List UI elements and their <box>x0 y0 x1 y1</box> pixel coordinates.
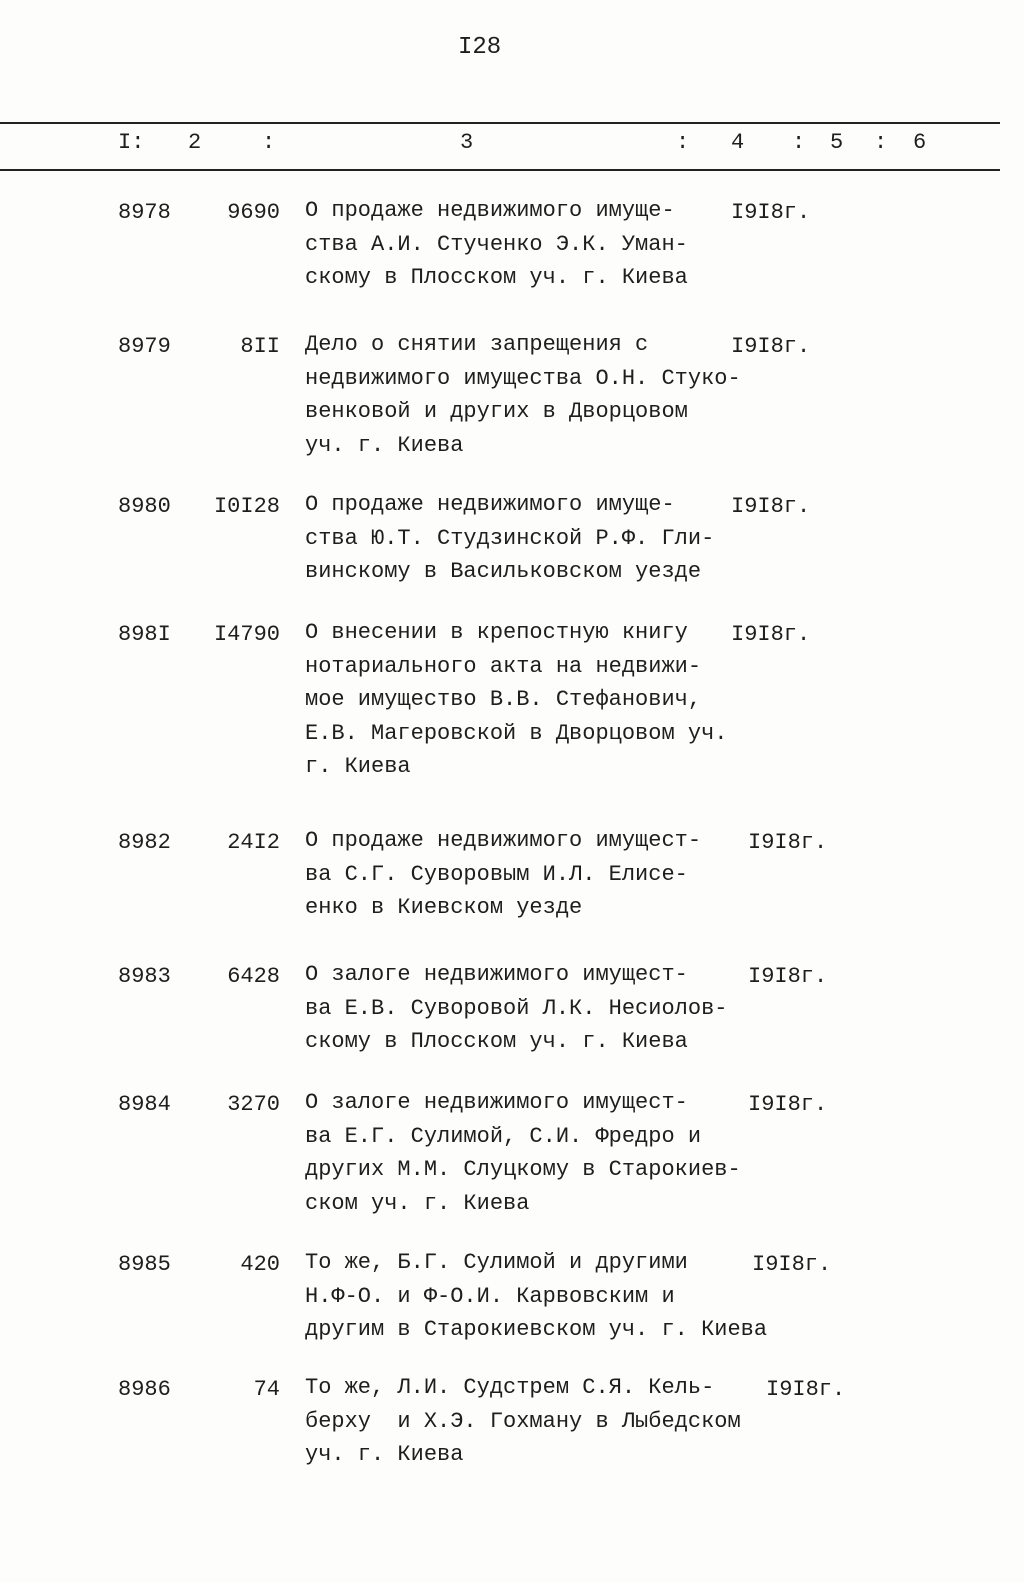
description-line: нотариального акта на недвижи- <box>305 653 702 679</box>
column-separator: : <box>262 130 276 155</box>
column-separator: : <box>676 130 690 155</box>
entry-description <box>305 494 714 595</box>
description-line: О залоге недвижимого имущест- <box>305 1090 688 1115</box>
file-number: 6428 <box>227 964 280 989</box>
entry-description <box>305 1092 741 1226</box>
file-number: 420 <box>240 1252 280 1277</box>
header-bottom-rule <box>0 169 1000 171</box>
entry-description <box>305 964 727 1065</box>
description-line: уч. г. Киева <box>305 432 464 458</box>
description-line: г. Киева <box>305 754 411 779</box>
column-header-5: 5 <box>830 130 844 155</box>
column-separator: : <box>792 130 806 155</box>
file-number: I0I28 <box>213 494 280 519</box>
entry-description <box>305 830 701 931</box>
description-line: ва С.Г. Суворовым И.Л. Елисе- <box>305 861 688 887</box>
description-line: То же, Л.И. Судстрем С.Я. Кель- <box>305 1375 715 1400</box>
page-number: I28 <box>458 34 502 61</box>
entry-number: 8985 <box>118 1252 171 1277</box>
description-line: Е.В. Магеровской в Дворцовом уч. <box>305 720 728 746</box>
file-number: 9690 <box>227 200 280 225</box>
entry-description <box>305 200 688 301</box>
entry-number: 8980 <box>118 494 171 519</box>
entry-year: I9I8г. <box>748 964 828 989</box>
description-line: другим в Старокиевском уч. г. Киева <box>305 1317 768 1342</box>
entry-year: I9I8г. <box>748 830 828 855</box>
description-line: ва Е.Г. Сулимой, С.И. Фредро и <box>305 1123 702 1149</box>
description-line: То же, Б.Г. Сулимой и другими <box>305 1250 688 1275</box>
description-line: скому в Плосском уч. г. Киева <box>305 1029 688 1054</box>
entry-description <box>305 1377 741 1478</box>
description-line: скому в Плосском уч. г. Киева <box>305 265 688 290</box>
column-header-2: 2 <box>188 130 202 155</box>
entry-year: I9I8г. <box>731 334 811 359</box>
entry-year: I9I8г. <box>748 1092 828 1117</box>
description-line: О продаже недвижимого имуще- <box>305 492 675 517</box>
entry-number: 8986 <box>118 1377 171 1402</box>
header-top-rule <box>0 122 1000 124</box>
file-number: 74 <box>253 1377 280 1402</box>
entry-number: 8982 <box>118 830 171 855</box>
entry-number: 8984 <box>118 1092 171 1117</box>
description-line: ском уч. г. Киева <box>305 1190 530 1216</box>
file-number: 8II <box>240 334 280 359</box>
description-line: венковой и других в Дворцовом <box>305 399 688 424</box>
description-line: мое имущество В.В. Стефанович, <box>305 687 702 712</box>
entry-number: 8979 <box>118 334 171 359</box>
description-line: О внесении в крепостную книгу <box>305 620 688 645</box>
description-line: уч. г. Киева <box>305 1442 464 1467</box>
description-line: винскому в Васильковском уезде <box>305 559 702 584</box>
column-header-3: 3 <box>460 130 474 155</box>
file-number: 3270 <box>227 1092 280 1117</box>
entry-description <box>305 1252 767 1353</box>
file-number: 24I2 <box>227 830 280 855</box>
entry-year: I9I8г. <box>731 494 811 519</box>
column-header-6: 6 <box>913 130 927 155</box>
entry-year: I9I8г. <box>752 1252 832 1277</box>
description-line: О продаже недвижимого имуще- <box>305 198 675 223</box>
description-line: Н.Ф-О. и Ф-О.И. Карвовским и <box>305 1283 675 1309</box>
entry-number: 8978 <box>118 200 171 225</box>
description-line: других М.М. Слуцкому в Старокиев- <box>305 1157 741 1182</box>
entry-year: I9I8г. <box>731 622 811 647</box>
entry-description <box>305 334 741 468</box>
description-line: О залоге недвижимого имущест- <box>305 962 688 987</box>
description-line: О продаже недвижимого имущест- <box>305 828 702 853</box>
description-line: Дело о снятии запрещения с <box>305 332 649 357</box>
description-line: ства А.И. Стученко Э.К. Уман- <box>305 231 688 257</box>
entry-year: I9I8г. <box>766 1377 846 1402</box>
entry-number: 8983 <box>118 964 171 989</box>
column-header-1: I: <box>118 130 145 155</box>
description-line: недвижимого имущества О.Н. Стуко- <box>305 365 741 391</box>
entry-number: 898I <box>118 622 171 647</box>
description-line: енко в Киевском уезде <box>305 895 583 920</box>
entry-description <box>305 622 727 790</box>
description-line: ства Ю.Т. Студзинской Р.Ф. Гли- <box>305 525 715 551</box>
file-number: I4790 <box>213 622 280 647</box>
column-separator: : <box>874 130 888 155</box>
description-line: берху и Х.Э. Гохману в Лыбедском <box>305 1408 741 1434</box>
column-header-4: 4 <box>731 130 745 155</box>
description-line: ва Е.В. Суворовой Л.К. Несиолов- <box>305 995 728 1021</box>
entry-year: I9I8г. <box>731 200 811 225</box>
